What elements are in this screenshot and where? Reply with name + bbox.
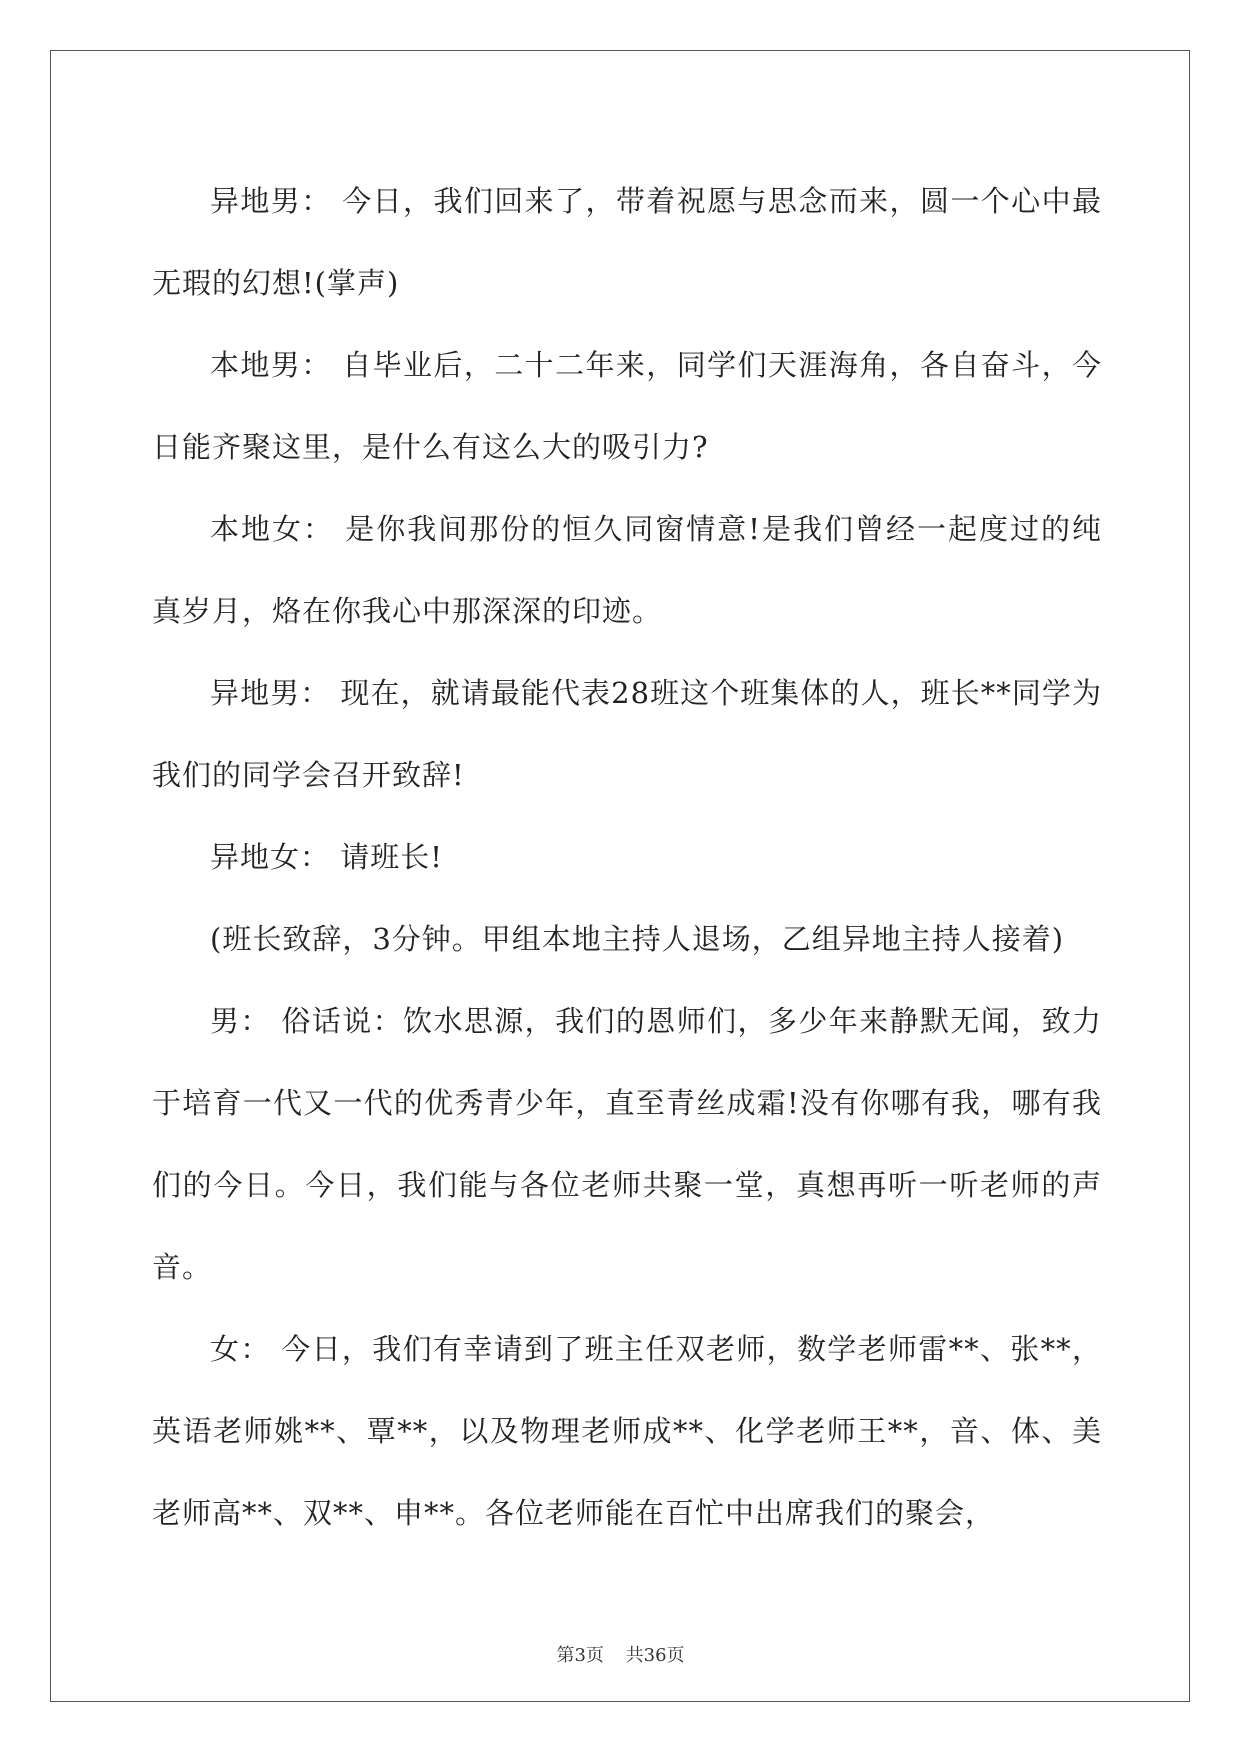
paragraph: 异地女： 请班长! xyxy=(210,840,443,874)
paragraph: (班长致辞，3分钟。甲组本地主持人退场，乙组异地主持人接着) xyxy=(210,922,1065,956)
page-footer xyxy=(0,1641,1241,1667)
paragraph: 女： 今日，我们有幸请到了班主任双老师，数学老师雷**、张**，英语老师姚**、覃**，以及物理老师成**、化学老师王**，音、体、美老师高**、双**、申**。各位老师能在百忙中出席我们的聚会， xyxy=(152,1332,1102,1530)
paragraph: 异地男： 今日，我们回来了，带着祝愿与思念而来，圆一个心中最无瑕的幻想!(掌声) xyxy=(152,184,1102,300)
paragraph: 异地男： 现在，就请最能代表28班这个班集体的人，班长**同学为我们的同学会召开致辞! xyxy=(152,676,1102,792)
paragraph: 男： 俗话说：饮水思源，我们的恩师们，多少年来静默无闻，致力于培育一代又一代的优秀青少年，直至青丝成霜!没有你哪有我，哪有我们的今日。今日，我们能与各位老师共聚一堂，真想再听一听老师的声音。 xyxy=(152,1004,1102,1284)
paragraph: 本地女： 是你我间那份的恒久同窗情意!是我们曾经一起度过的纯真岁月，烙在你我心中那深深的印迹。 xyxy=(152,512,1102,628)
document-body xyxy=(152,160,1102,1554)
page-total: 共36页 xyxy=(625,1645,685,1666)
paragraph: 本地男： 自毕业后，二十二年来，同学们天涯海角，各自奋斗，今日能齐聚这里，是什么有这么大的吸引力? xyxy=(152,348,1102,464)
page-number: 第3页 xyxy=(556,1645,604,1666)
